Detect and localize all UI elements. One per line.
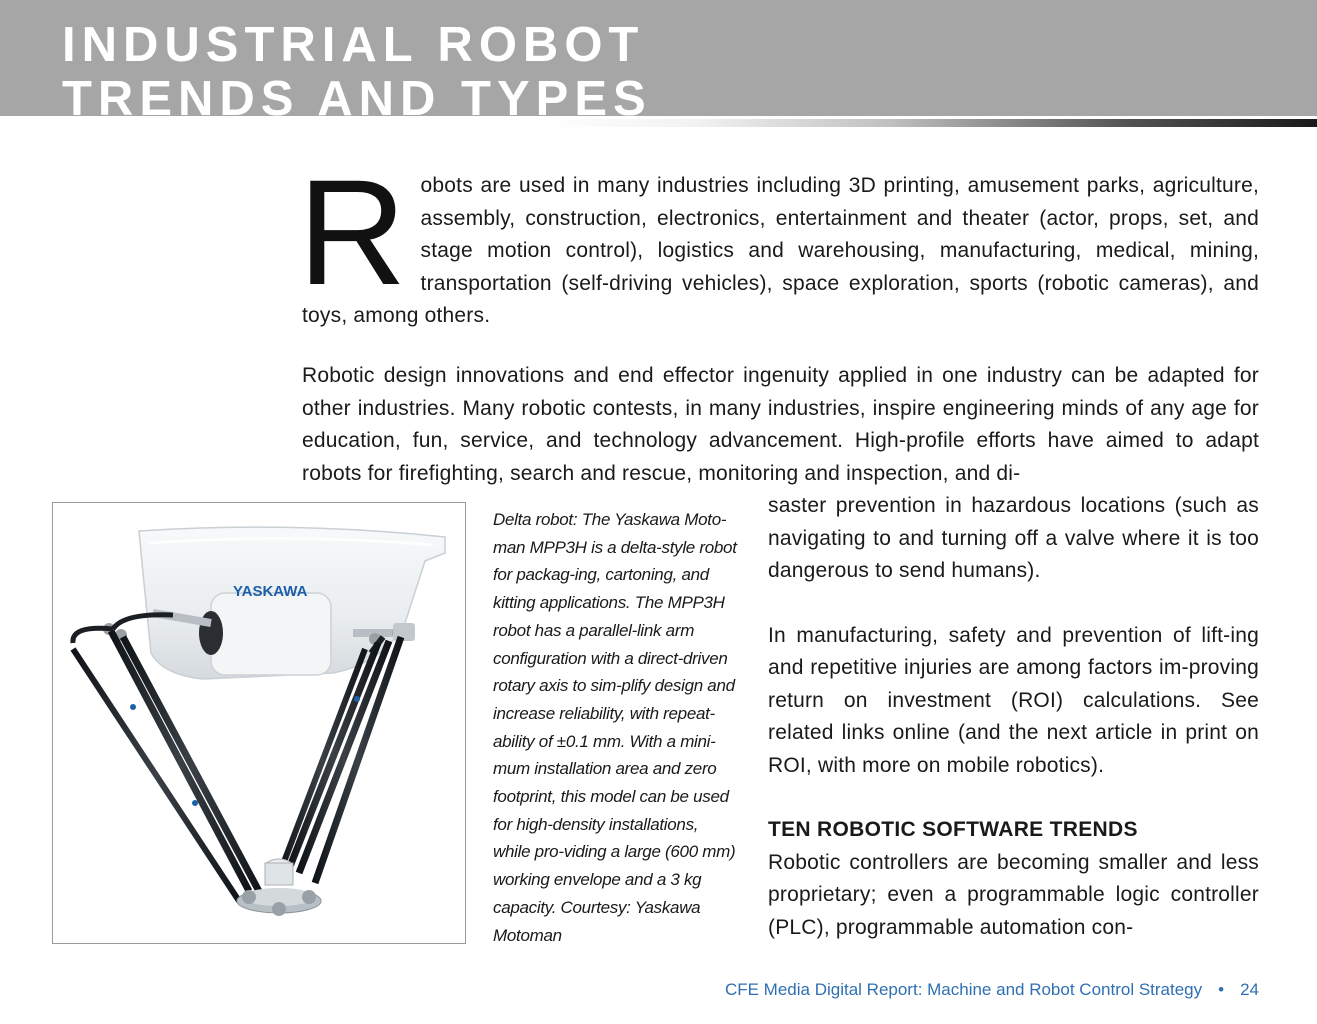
- page-footer: [700, 978, 1259, 1002]
- right-column: [768, 490, 1259, 944]
- drop-cap: R: [298, 148, 407, 316]
- header-band: [0, 0, 1317, 116]
- yaskawa-logo: YASKAWA: [233, 583, 308, 600]
- page-title: INDUSTRIAL ROBOT TRENDS AND TYPES: [62, 18, 652, 116]
- robot-figure: [52, 502, 466, 944]
- body-paragraph-2-continued: saster prevention in hazardous locations (such as navigating to and turning off a valve where it is too dangerous to send humans).: [768, 494, 1259, 582]
- page-number: 24: [1240, 980, 1259, 999]
- intro-paragraph: [298, 148, 1259, 333]
- motor-cover: [211, 593, 331, 675]
- body-paragraph-2: Robotic design innovations and end effector ingenuity applied in one industry can be adapted for other industries. Many robotic contests, in many industries, inspire engineering minds of any age for education, fun, service, and technology advancement. High-profile efforts have aimed to adapt robots for firefighting, search and rescue, monitoring and inspection, and di-: [302, 364, 1259, 485]
- publication-name: CFE Media Digital Report: Machine and Robot Control Strategy: [724, 980, 1203, 999]
- footer-bullet: •: [1218, 980, 1225, 999]
- delta-robot-illustration: [53, 503, 466, 944]
- intro-text: obots are used in many industries including 3D printing, amusement parks, agriculture, assembly, construction, electronics, entertainment and theater (actor, props, set, and stage motion control), logistics and warehousing, manufacturing, medical, mining, transportation (self-driving vehicles), space exploration, sports (robotic cameras), and toys, among others.: [302, 174, 1259, 327]
- figure-caption: Delta robot: The Yaskawa Moto-man MPP3H is a delta-style robot for packag-ing, cartoning, and kitting applications. The MPP3H robot has a parallel-link arm configuration with a direct-driven rotary axis to sim-plify design and increase reliability, with repeat-ability of ±0.1 mm. With a mini-mum installation area and zero footprint, this model can be used for high-density installations, while pro-viding a large (600 mm) working envelope and a 3 kg capacity. Courtesy: Yaskawa Motoman: [493, 510, 737, 945]
- body-paragraph-4: Robotic controllers are becoming smaller and less proprietary; even a programmable logic controller (PLC), programmable automation con-: [768, 850, 1259, 939]
- header-rule: [540, 119, 1317, 127]
- body-paragraph-3: In manufacturing, safety and prevention of lift-ing and repetitive injuries are among factors im-proving return on investment (ROI) calculations. See related links online (and the next article in print on ROI, with more on mobile robotics).: [768, 623, 1259, 777]
- section-heading: TEN ROBOTIC SOFTWARE TRENDS: [768, 818, 1138, 841]
